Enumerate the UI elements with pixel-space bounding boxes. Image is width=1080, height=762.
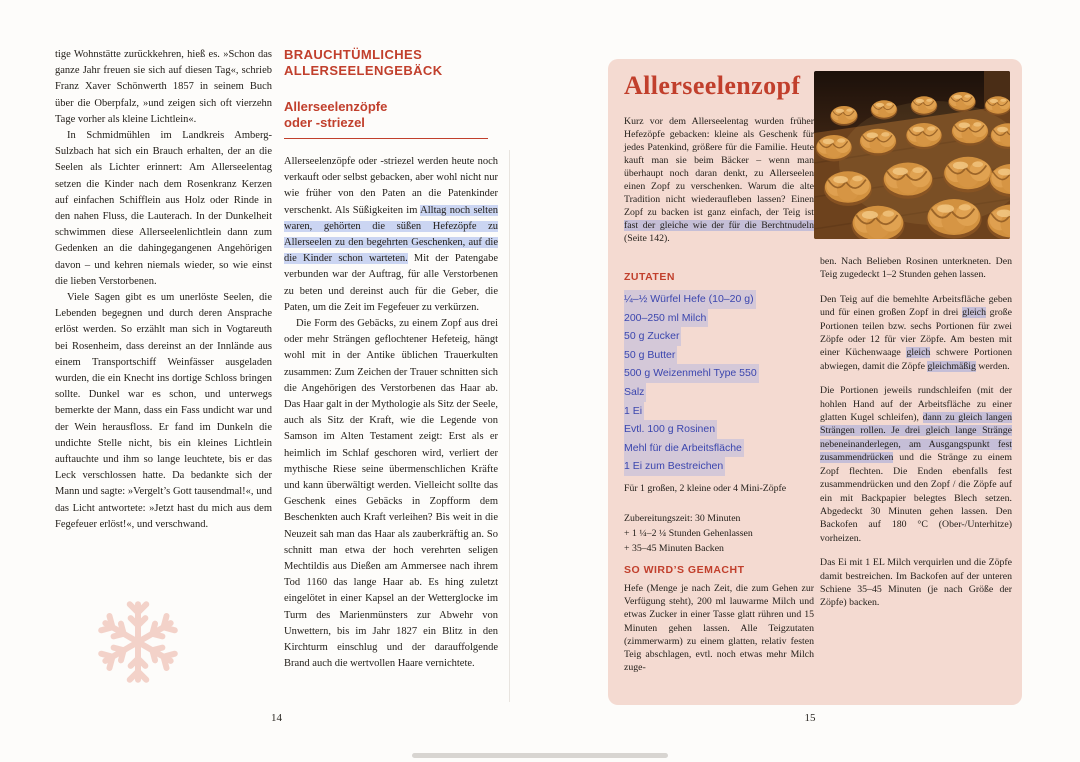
paragraph (284, 316, 498, 672)
text-segment: Viele Sagen gibt es um unerlöste Seelen, die Lebenden begegnen und durch deren Ansprache erlöst werden. So erzählt man sich in Vogtareuth bei Rosenheim, dass dereinst an der Innlände aus einem Transportschiff Weinfässer ausgeladen wurden, die ein Knecht ins dortige Schloss bringen sollte. Dunkel war es schon, und unterwegs bemerkte der Mann, dass ein Fass undicht war und der Wein herausfloss. Er fand im Dunkeln die undichte Stelle nicht, bis ein kleines Lichtlein auftauchte und ihm so lange leuchtete, bis er das Leck verschlossen hatte. Da bedankte sich der Mann und sagte: »Vergelt’s Gott tausendmal!«, und das Licht antwortete: »Jetzt hast du mich aus dem Fegefeuer erlöst!«, und verschwand. (55, 292, 272, 530)
paragraph (820, 255, 1012, 282)
body-column-1 (55, 47, 272, 533)
recipe-intro (624, 115, 814, 245)
ingredient-item: Salz (624, 383, 646, 402)
kicker-line: ALLERSEELENGEBÄCK (284, 62, 443, 78)
text-segment: Mit der Patengabe verbunden war der Auftrag, für alle Verstorbenen zu beten und dereinst auch für die Geber, die Paten, um die Zeit im Fegefeuer zu verkürzen. (284, 253, 498, 313)
body-column-2 (284, 47, 498, 673)
ingredient-item: 1 Ei (624, 402, 644, 421)
page-number-right: 15 (804, 712, 816, 724)
kicker-line: BRAUCHTÜMLICHES (284, 47, 423, 62)
text-segment: In Schmidmühlen im Landkreis Amberg-Sulzbach hat sich ein Brauch erhalten, der an die Seelen als Lichter erinnert: Am Allerseelentag setzen die Kinder nach dem Rosenkranz Kerzen auf einfachen Schifflein aus Holz oder Rinde in den nahen Fluss, die Lauterach. In der Dunkelheit schwimmen diese Allerseelenlichtlein dann zum Gedenken an die dahingegangenen Angehörigen davon – und kehren niemals wieder, so wie einst die lieben Verstorbenen. (55, 130, 272, 287)
ingredient-item: 200–250 ml Milch (624, 309, 708, 328)
scrollbar-thumb[interactable] (412, 753, 668, 758)
ingredient-item: 500 g Weizenmehl Type 550 (624, 364, 759, 383)
text-segment: Die Form des Gebäcks, zu einem Zopf aus drei oder mehr Strängen geflochtener Hefeteig, hängt wohl mit in der Antike üblichen Trauerkulten zusammen: Zum Zeichen der Trauer schnitten sich die Angehörigen des Verstorbenen das Haar ab. Das Haar galt in der Mythologie als Sitz der Seele, auch als Sitz der Kraft, wie die Legende von Samson im Alten Testament zeigt: Erst als er heimlich im Schlaf geschoren wird, verliert der mythische Riese seine übermenschlichen Kräfte und kann überwältigt werden. Vielleicht sollte das Geschenk eines Gebäcks in Zopfform dem Beschenkten auch Kraft verleihen? Bis weit in die Neuzeit sah man das Haar als zauberkräftig an. So schnitt man etwa der hoch verehrten seligen Mechtildis aus Dießen am Ammersee nach ihrem Tod 1160 das lange Haar ab. Es hing zuletzt eingelötet in einer Kapsel an der Wetterglocke im Turm des Marienmünsters zur Abwehr von Unwettern, bis im Jahr 1827 ein Blitz in den Kirchturm einschlug und der darauffolgende Brand auch die wertvollen Haare vernichtete. (284, 318, 498, 670)
text-segment: große Portionen teilen bzw. sechs Portionen für zwei Zöpfe oder 12 für vier Zöpfe. Am besten mit einer Küchenwaage (820, 307, 1012, 359)
article-subhead (284, 99, 498, 130)
text-segment: werden. (975, 360, 1010, 372)
highlighted-text: dann zu gleich langen Strängen rollen. Je drei gleich lange Stränge nebeneinanderlegen, am Ausgangspunkt fest zusammendrücken (820, 412, 1012, 464)
paragraph (55, 47, 272, 128)
paragraph (820, 293, 1012, 373)
snowflake-icon (92, 596, 184, 688)
text-segment: Allerseelenzöpfe oder -striezel werden heute noch verkauft oder selbst gebacken, aber wohl nicht nur wie früher von den Paten an die Patenkinder verschenkt. Als Süßigkeiten im (284, 156, 498, 216)
page-gutter-line (509, 150, 510, 702)
text-segment: und die Stränge zu einem Zopf flechten. Die Enden ebenfalls fest zusammendrücken und den Zopf / die Zöpfe auf ein mit Backpapier belegtes Blech setzen. Abgedeckt 30 Minuten gehen lassen. Den Backofen auf 180 °C (Ober-/Unterhitze) vorheizen. (820, 452, 1012, 544)
paragraph (284, 154, 498, 316)
bread-photo (814, 71, 1010, 239)
subhead-line: oder -striezel (284, 114, 365, 130)
ingredient-item: 50 g Zucker (624, 327, 681, 346)
text-segment: Die Portionen jeweils rundschleifen (mit der hohlen Hand auf der Arbeitsfläche zu einer glatten Kugel schleifen), (820, 385, 1012, 424)
highlighted-text: gleichmäßig (927, 360, 976, 372)
highlighted-text: fast der gleiche wie der für die Berchtnudeln (624, 220, 814, 231)
ingredient-item: Mehl für die Arbeitsfläche (624, 439, 744, 458)
recipe-title: Allerseelenzopf (624, 71, 801, 100)
text-segment: Den Teig auf die bemehlte Arbeitsfläche geben und für einen großen Zopf in drei (820, 293, 1012, 319)
time-line: Zubereitungszeit: 30 Minuten (624, 513, 741, 524)
subhead-line: Allerseelenzöpfe (284, 99, 388, 114)
text-segment: schwere Portionen abwiegen, damit die Zöpfe (820, 347, 1012, 372)
page-number-left: 14 (271, 712, 282, 724)
method-column-1 (624, 582, 814, 674)
text-segment: Hefe (Menge je nach Zeit, die zum Gehen zur Verfügung steht), 200 ml lauwarme Milch und etwas Zucker in einer Tasse glatt rühren und 15 Minuten gehen lassen. Alle Teigzutaten (zimmerwarm) zu einem glatten, relativ festen Teig abschlagen, evtl. noch etwas mehr Milch zuge- (624, 583, 814, 674)
paragraph (820, 384, 1012, 545)
ingredient-item: 1 Ei zum Bestreichen (624, 457, 725, 476)
text-segment: Kurz vor dem Allerseelentag wurden früher Hefezöpfe gebacken: kleine als Geschenk für jedes Patenkind, größere für die Familie. Heute kauft man sie beim Bäcker – wenn man überhaupt noch daran denkt, zu Allerseelen einen Zopf zu verschenken. Warum die alte Tradition nicht wiederaufleben lassen? Einen Zopf zu backen ist ganz einfach, der Teig ist (624, 116, 814, 218)
text-segment: ben. Nach Belieben Rosinen unterkneten. Den Teig zugedeckt 1–2 Stunden gehen lassen. (820, 256, 1012, 281)
ingredient-item: ¼–½ Würfel Hefe (10–20 g) (624, 290, 756, 309)
red-rule (284, 138, 488, 139)
method-heading: SO WIRD’S GEMACHT (624, 564, 745, 576)
time-line: + 35–45 Minuten Backen (624, 543, 724, 555)
paragraph (55, 290, 272, 533)
highlighted-text: gleich (906, 347, 931, 359)
paragraph (55, 128, 272, 290)
ingredient-item: 50 g Butter (624, 346, 677, 365)
ingredient-item: Evtl. 100 g Rosinen (624, 420, 717, 439)
time-line: + 1 ¼–2 ¼ Stunden Gehenlassen (624, 528, 753, 540)
text-segment: tige Wohnstätte zurückkehren, hieß es. »Schon das ganze Jahr freuen sie sich auf diesen Tag«, schrieb Franz Xaver Schönwerth 1857 in seinem Buch über die Oberpfalz, »und zeigen sich oft vierzehn Tage vorher als kleine Lichtlein«. (55, 49, 272, 125)
section-kicker (284, 47, 498, 78)
ingredients-heading: ZUTATEN (624, 271, 675, 283)
highlighted-text: gleich (962, 307, 987, 319)
text-segment: Das Ei mit 1 EL Milch verquirlen und die Zöpfe damit bestreichen. Im Backofen auf der unteren Schiene 35–45 Minuten (je nach Größe der Zöpfe) backen. (820, 557, 1012, 609)
text-segment: (Seite 142). (624, 233, 670, 244)
highlighted-text: Alltag noch selten waren, gehörten die süßen Hefezöpfe zu Allerseelen zu den begehrten Geschenken, auf die die Kinder schon warteten. (284, 204, 498, 265)
recipe-box (608, 59, 1022, 705)
paragraph (624, 582, 814, 674)
prep-times (624, 511, 824, 557)
paragraph (820, 556, 1012, 610)
method-column-2 (820, 255, 1012, 621)
ingredients-list (624, 290, 816, 476)
yield-note: Für 1 großen, 2 kleine oder 4 Mini-Zöpfe (624, 483, 787, 494)
